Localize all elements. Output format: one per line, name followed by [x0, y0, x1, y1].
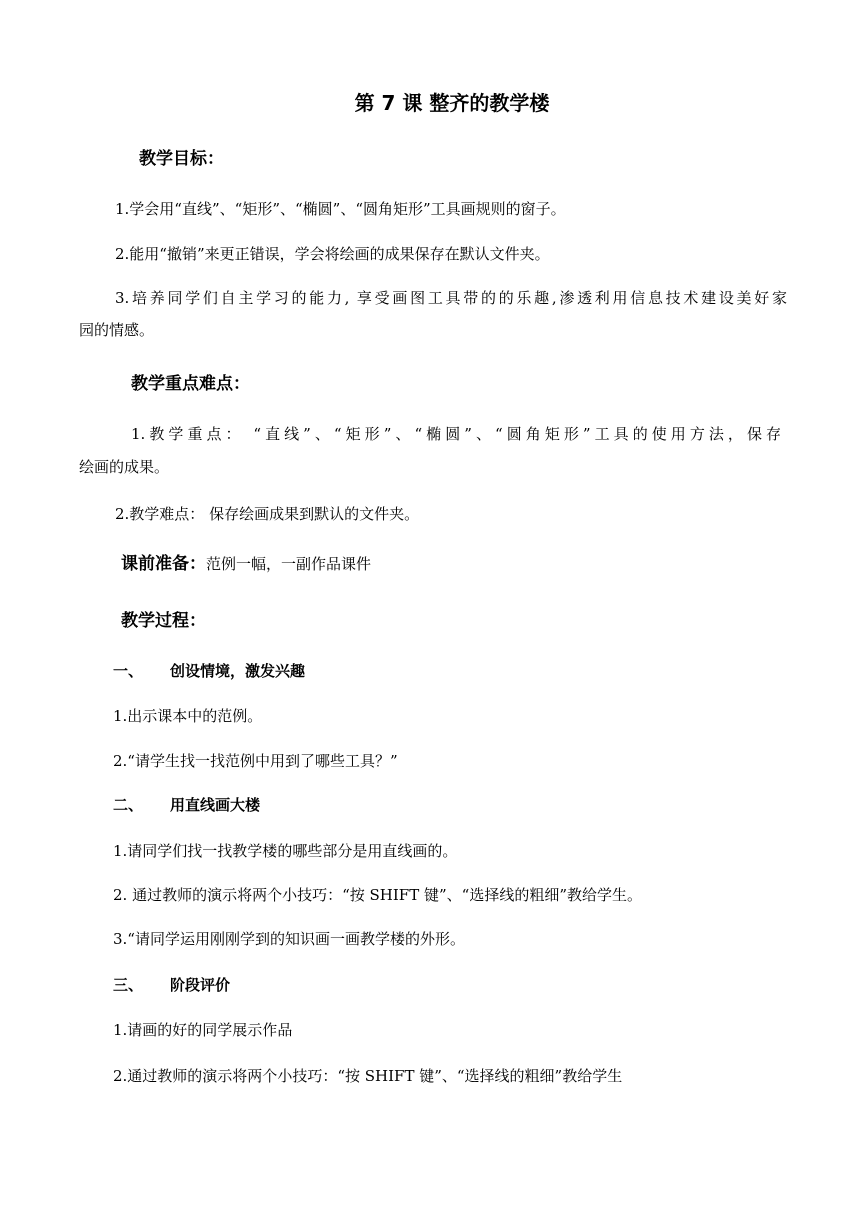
section-title: 创设情境，激发兴趣 [170, 662, 306, 680]
preparation-block [121, 553, 371, 575]
preparation-content: 范例一幅，一副作品课件 [206, 555, 372, 573]
document-title: 第 7 课 整齐的教学楼 [354, 91, 550, 115]
key-points-heading: 教学重点难点： [131, 374, 250, 394]
section-title: 用直线画大楼 [170, 796, 261, 814]
objective-item-2: 2.能用“撤销”来更正错误，学会将绘画的成果保存在默认文件夹。 [115, 245, 550, 263]
key-point-line-1: 1.教学重点： “直线”、“矩形”、“椭圆”、“圆角矩形”工具的使用方法，保存 [131, 425, 781, 443]
section-number: 三、 [113, 976, 144, 994]
objective-item-3-continued: 园的情感。 [79, 321, 155, 339]
section-2-item-3: 3.“请同学运用刚刚学到的知识画一画教学楼的外形。 [113, 930, 465, 948]
section-heading-2 [113, 795, 260, 815]
section-2-item-1: 1.请同学们找一找教学楼的哪些部分是用直线画的。 [113, 842, 458, 860]
difficulty-line: 2.教学难点： 保存绘画成果到默认的文件夹。 [115, 505, 420, 523]
process-heading: 教学过程： [121, 611, 206, 631]
section-3-item-1: 1.请画的好的同学展示作品 [113, 1021, 293, 1039]
section-title: 阶段评价 [170, 976, 231, 994]
section-2-item-2: 2. 通过教师的演示将两个小技巧：“按 SHIFT 键”、“选择线的粗细”教给学生。 [113, 886, 642, 904]
key-point-line-2: 绘画的成果。 [79, 458, 170, 476]
objective-item-3: 3.培养同学们自主学习的能力, 享受画图工具带的的乐趣,渗透利用信息技术建设美好家 [115, 289, 787, 307]
section-number: 一、 [113, 662, 144, 680]
section-1-item-2: 2.“请学生找一找范例中用到了哪些工具？” [113, 752, 398, 770]
section-1-item-1: 1.出示课本中的范例。 [113, 707, 263, 725]
section-heading-1 [113, 661, 305, 681]
objective-item-1: 1.学会用“直线”、“矩形”、“椭圆”、“圆角矩形”工具画规则的窗子。 [115, 200, 566, 218]
preparation-heading: 课前准备： [121, 554, 206, 574]
section-heading-3 [113, 975, 230, 995]
section-3-item-2: 2.通过教师的演示将两个小技巧：“按 SHIFT 键”、“选择线的粗细”教给学生 [113, 1067, 623, 1085]
section-number: 二、 [113, 796, 144, 814]
objectives-heading: 教学目标： [139, 149, 224, 169]
